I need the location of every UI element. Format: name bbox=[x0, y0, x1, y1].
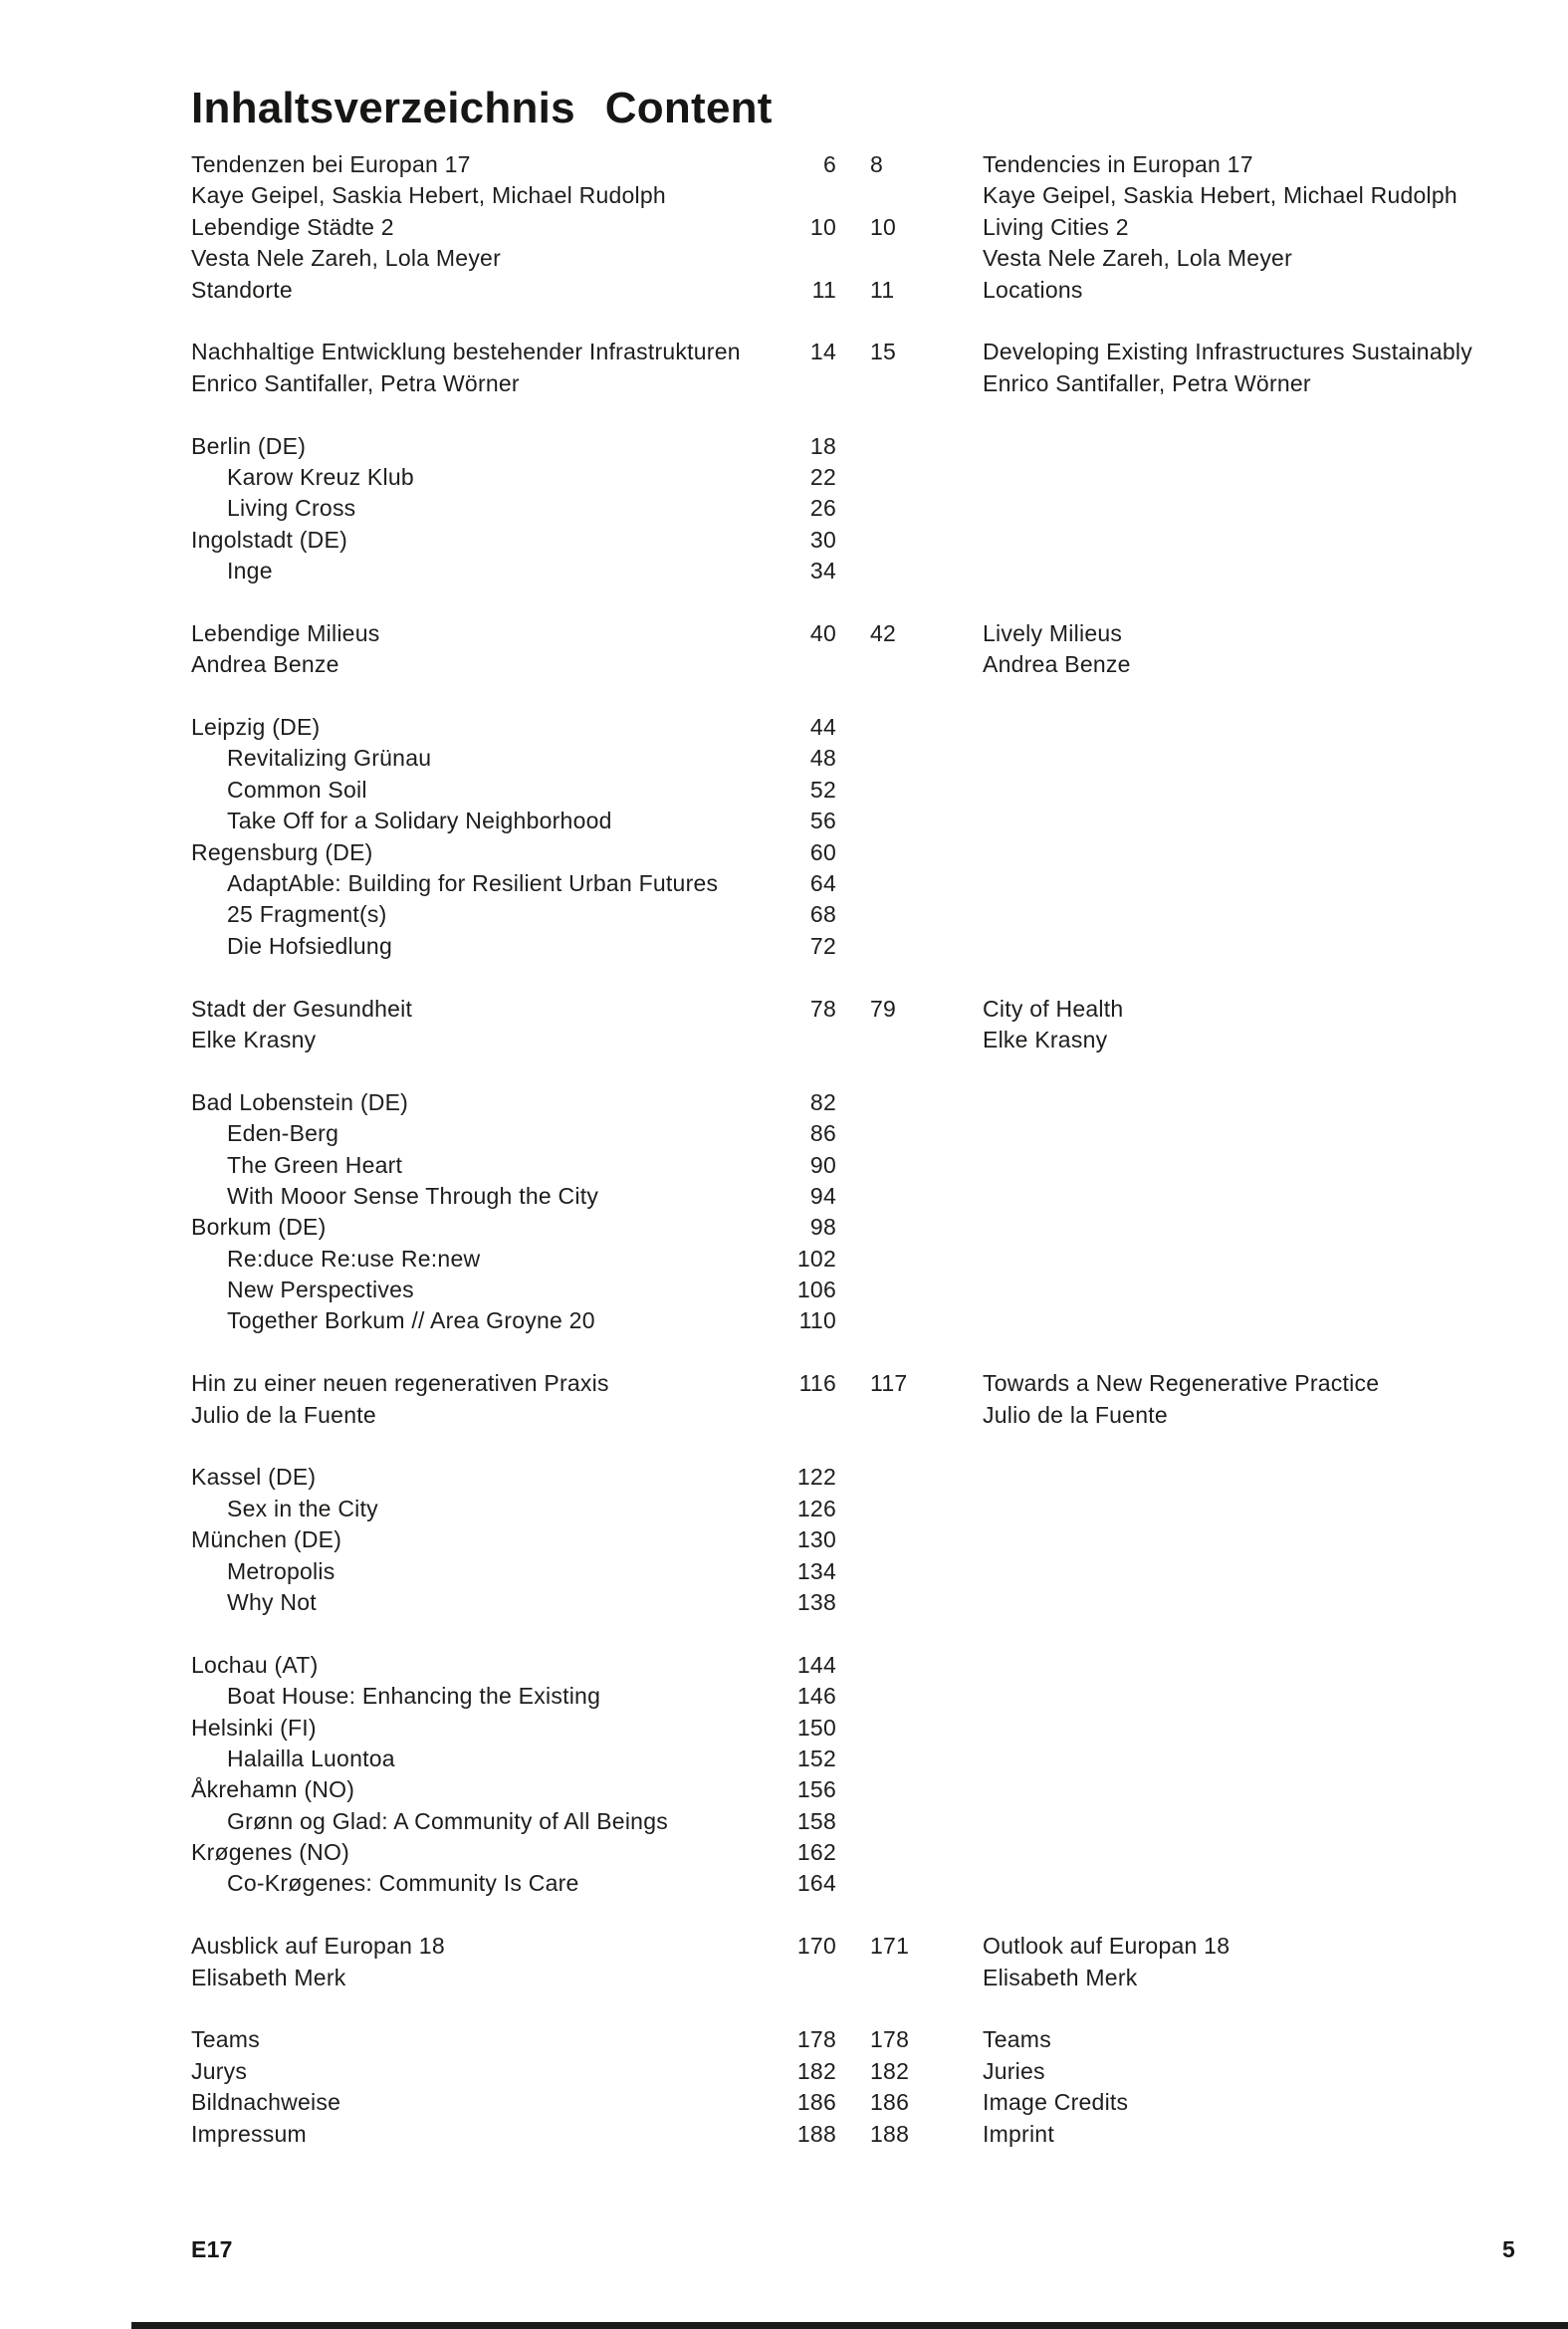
page-number-german: 134 bbox=[796, 1557, 836, 1584]
entry-title-english: Image Credits bbox=[983, 2089, 1129, 2116]
entry-title-german: Vesta Nele Zareh, Lola Meyer bbox=[191, 245, 501, 272]
toc-row bbox=[191, 806, 1515, 836]
entry-title-german: Why Not bbox=[227, 1588, 317, 1615]
page-number-english bbox=[836, 1150, 983, 1181]
page-number-german: 52 bbox=[809, 776, 836, 803]
page-number-english bbox=[836, 712, 983, 743]
page-number-german: 98 bbox=[809, 1214, 836, 1241]
page-number-german: 64 bbox=[809, 869, 836, 896]
entry-title-german: Leipzig (DE) bbox=[191, 714, 321, 741]
toc-row bbox=[191, 1650, 1515, 1681]
entry-title-german: Bildnachweise bbox=[191, 2089, 341, 2116]
toc-row bbox=[191, 1713, 1515, 1744]
page-number-german: 110 bbox=[798, 1307, 836, 1334]
page-number-english bbox=[836, 1774, 983, 1805]
page-number-german: 138 bbox=[796, 1588, 836, 1615]
toc-group-spacer bbox=[191, 1337, 1515, 1368]
toc-row bbox=[191, 775, 1515, 806]
page-number-german: 22 bbox=[809, 463, 836, 490]
page-number-english bbox=[836, 1494, 983, 1524]
toc-row bbox=[191, 243, 1515, 274]
toc-group-spacer bbox=[191, 306, 1515, 337]
page-bottom-edge bbox=[131, 2322, 1568, 2329]
page-number-english bbox=[836, 1806, 983, 1837]
toc-row bbox=[191, 1494, 1515, 1524]
toc-row bbox=[191, 1744, 1515, 1774]
page-number-german: 116 bbox=[798, 1370, 836, 1397]
toc-row bbox=[191, 712, 1515, 743]
toc-group-spacer bbox=[191, 586, 1515, 617]
entry-title-english: Juries bbox=[983, 2057, 1045, 2084]
page-number-german bbox=[788, 1963, 836, 1993]
entry-title-english: Enrico Santifaller, Petra Wörner bbox=[983, 369, 1311, 396]
toc-row bbox=[191, 431, 1515, 462]
entry-title-english bbox=[983, 868, 1515, 899]
page-title-german: Inhaltsverzeichnis bbox=[191, 84, 575, 133]
page-number-english bbox=[836, 743, 983, 774]
entry-title-german: Together Borkum // Area Groyne 20 bbox=[227, 1307, 595, 1334]
page-number-english bbox=[836, 837, 983, 868]
page-number-german: 82 bbox=[809, 1088, 836, 1115]
entry-title-english: Tendencies in Europan 17 bbox=[983, 151, 1253, 177]
entry-title-english bbox=[983, 1212, 1515, 1243]
page-number-english bbox=[836, 1556, 983, 1587]
entry-title-english bbox=[983, 806, 1515, 836]
entry-title-english bbox=[983, 1744, 1515, 1774]
entry-title-german: Eden-Berg bbox=[227, 1120, 339, 1147]
entry-title-german: Stadt der Gesundheit bbox=[191, 995, 413, 1022]
page-number-english bbox=[836, 1181, 983, 1212]
entry-title-english bbox=[983, 1681, 1515, 1712]
entry-title-english bbox=[983, 1524, 1515, 1555]
page-number-german: 30 bbox=[809, 526, 836, 553]
entry-title-german: Boat House: Enhancing the Existing bbox=[227, 1683, 601, 1710]
page-number-english bbox=[836, 1275, 983, 1305]
entry-title-english bbox=[983, 837, 1515, 868]
toc-row bbox=[191, 1368, 1515, 1399]
entry-title-english: Developing Existing Infrastructures Sustainably bbox=[983, 339, 1472, 365]
page-number-german: 90 bbox=[809, 1151, 836, 1178]
entry-title-german: Bad Lobenstein (DE) bbox=[191, 1088, 409, 1115]
page-number-german: 6 bbox=[822, 151, 836, 177]
page-number-english bbox=[836, 556, 983, 586]
toc-row bbox=[191, 2024, 1515, 2055]
entry-title-english: Elke Krasny bbox=[983, 1026, 1108, 1052]
page-number-english: 188 bbox=[870, 2120, 910, 2147]
toc-row bbox=[191, 618, 1515, 649]
toc-row bbox=[191, 556, 1515, 586]
toc-row bbox=[191, 1025, 1515, 1055]
page-number-german: 26 bbox=[809, 495, 836, 522]
entry-title-german: Nachhaltige Entwicklung bestehender Infrastrukturen bbox=[191, 339, 741, 365]
entry-title-german: Lebendige Milieus bbox=[191, 619, 380, 646]
entry-title-english bbox=[983, 1150, 1515, 1181]
entry-title-german: With Mooor Sense Through the City bbox=[227, 1182, 599, 1209]
page-number-english bbox=[836, 1744, 983, 1774]
page-number-english: 15 bbox=[870, 339, 897, 365]
page-number-english bbox=[836, 1713, 983, 1744]
page-number-english bbox=[836, 1087, 983, 1118]
page-number-german: 122 bbox=[796, 1464, 836, 1491]
toc-row bbox=[191, 1181, 1515, 1212]
page-number-german: 158 bbox=[796, 1807, 836, 1834]
entry-title-german: Impressum bbox=[191, 2120, 307, 2147]
page-number-german: 150 bbox=[796, 1714, 836, 1741]
page-number-german: 10 bbox=[809, 213, 836, 240]
page-title bbox=[191, 85, 773, 132]
page-number-german: 14 bbox=[809, 339, 836, 365]
entry-title-english bbox=[983, 712, 1515, 743]
entry-title-german: Borkum (DE) bbox=[191, 1214, 327, 1241]
toc-row bbox=[191, 275, 1515, 306]
page-number-english bbox=[836, 1400, 983, 1431]
page-number-german: 186 bbox=[796, 2089, 836, 2116]
toc-row bbox=[191, 1587, 1515, 1618]
entry-title-german: Metropolis bbox=[227, 1557, 336, 1584]
page-number-german: 86 bbox=[809, 1120, 836, 1147]
toc-row bbox=[191, 837, 1515, 868]
toc-row bbox=[191, 2087, 1515, 2118]
toc-group-spacer bbox=[191, 681, 1515, 712]
entry-title-english bbox=[983, 775, 1515, 806]
page-number-english bbox=[836, 931, 983, 962]
toc-row bbox=[191, 931, 1515, 962]
toc-row bbox=[191, 1150, 1515, 1181]
page-number-german bbox=[788, 649, 836, 680]
entry-title-english bbox=[983, 462, 1515, 493]
entry-title-german: Grønn og Glad: A Community of All Beings bbox=[227, 1807, 668, 1834]
page-number-english: 178 bbox=[870, 2026, 910, 2053]
page-number-german: 40 bbox=[809, 619, 836, 646]
toc-row bbox=[191, 743, 1515, 774]
entry-title-german: Karow Kreuz Klub bbox=[227, 463, 414, 490]
page-number-english bbox=[836, 1305, 983, 1336]
entry-title-german: Kaye Geipel, Saskia Hebert, Michael Rudolph bbox=[191, 182, 666, 209]
entry-title-english bbox=[983, 1244, 1515, 1275]
entry-title-german: Julio de la Fuente bbox=[191, 1401, 376, 1428]
page-number-german: 106 bbox=[796, 1277, 836, 1303]
page-number-german: 126 bbox=[796, 1495, 836, 1521]
entry-title-english bbox=[983, 1837, 1515, 1868]
toc-row bbox=[191, 337, 1515, 367]
page-number-english bbox=[836, 775, 983, 806]
page-number-german: 146 bbox=[796, 1683, 836, 1710]
page-number-german: 182 bbox=[796, 2057, 836, 2084]
entry-title-english bbox=[983, 1587, 1515, 1618]
page-number-german: 188 bbox=[796, 2120, 836, 2147]
entry-title-german: AdaptAble: Building for Resilient Urban Futures bbox=[227, 869, 719, 896]
toc-group-spacer bbox=[191, 1055, 1515, 1086]
toc-group-spacer bbox=[191, 1900, 1515, 1931]
toc-row bbox=[191, 462, 1515, 493]
toc-row bbox=[191, 1087, 1515, 1118]
entry-title-german: Elke Krasny bbox=[191, 1026, 317, 1052]
entry-title-german: Enrico Santifaller, Petra Wörner bbox=[191, 369, 520, 396]
toc-group-spacer bbox=[191, 1431, 1515, 1462]
entry-title-english: Towards a New Regenerative Practice bbox=[983, 1370, 1380, 1397]
entry-title-german: Lochau (AT) bbox=[191, 1651, 319, 1678]
entry-title-german: Take Off for a Solidary Neighborhood bbox=[227, 808, 612, 834]
entry-title-english: Living Cities 2 bbox=[983, 213, 1129, 240]
entry-title-english: Julio de la Fuente bbox=[983, 1401, 1168, 1428]
page-number-english: 186 bbox=[870, 2089, 910, 2116]
entry-title-english bbox=[983, 899, 1515, 930]
entry-title-german: Inge bbox=[227, 558, 273, 584]
page-number-english: 10 bbox=[870, 213, 897, 240]
entry-title-english: Imprint bbox=[983, 2120, 1054, 2147]
page-number-german: 68 bbox=[809, 901, 836, 928]
entry-title-english bbox=[983, 1556, 1515, 1587]
entry-title-english bbox=[983, 493, 1515, 524]
page-number-english bbox=[836, 868, 983, 899]
page-number-english: 11 bbox=[870, 276, 895, 303]
page-number-german: 48 bbox=[809, 745, 836, 772]
toc-row bbox=[191, 2056, 1515, 2087]
page-number-german: 170 bbox=[796, 1933, 836, 1960]
entry-title-english: Outlook auf Europan 18 bbox=[983, 1933, 1231, 1960]
page-number-english bbox=[836, 1587, 983, 1618]
page-number-english: 8 bbox=[870, 151, 884, 177]
entry-title-english bbox=[983, 1806, 1515, 1837]
toc-row bbox=[191, 1931, 1515, 1962]
page-number-english bbox=[836, 1244, 983, 1275]
entry-title-german: Lebendige Städte 2 bbox=[191, 213, 394, 240]
entry-title-german: Sex in the City bbox=[227, 1495, 378, 1521]
page-number-english bbox=[836, 1681, 983, 1712]
entry-title-german: Ausblick auf Europan 18 bbox=[191, 1933, 445, 1960]
entry-title-german: The Green Heart bbox=[227, 1151, 403, 1178]
page-number-english bbox=[836, 1837, 983, 1868]
entry-title-english: Elisabeth Merk bbox=[983, 1964, 1138, 1990]
toc-row bbox=[191, 2119, 1515, 2150]
footer-book-code: E17 bbox=[191, 2236, 233, 2262]
entry-title-german: Andrea Benze bbox=[191, 651, 339, 678]
entry-title-german: Berlin (DE) bbox=[191, 432, 307, 459]
page-number-english bbox=[836, 243, 983, 274]
toc-row bbox=[191, 1400, 1515, 1431]
entry-title-german: Hin zu einer neuen regenerativen Praxis bbox=[191, 1370, 609, 1397]
toc-row bbox=[191, 1681, 1515, 1712]
entry-title-german: Regensburg (DE) bbox=[191, 838, 373, 865]
entry-title-german: Standorte bbox=[191, 276, 293, 303]
entry-title-english bbox=[983, 1650, 1515, 1681]
page-number-german: 78 bbox=[809, 995, 836, 1022]
page-number-english bbox=[836, 1462, 983, 1493]
entry-title-german: Die Hofsiedlung bbox=[227, 932, 392, 959]
page-number-english: 42 bbox=[870, 619, 897, 646]
page-number-german: 152 bbox=[796, 1745, 836, 1771]
page-number-english bbox=[836, 1524, 983, 1555]
page-number-german: 144 bbox=[796, 1651, 836, 1678]
entry-title-english bbox=[983, 1462, 1515, 1493]
toc-row bbox=[191, 1118, 1515, 1149]
entry-title-german: Åkrehamn (NO) bbox=[191, 1776, 355, 1803]
toc-row bbox=[191, 868, 1515, 899]
entry-title-english bbox=[983, 1494, 1515, 1524]
page-number-english bbox=[836, 1963, 983, 1993]
footer-page-number: 5 bbox=[1501, 2236, 1515, 2262]
toc-group-spacer bbox=[191, 1993, 1515, 2024]
entry-title-english: City of Health bbox=[983, 995, 1124, 1022]
page-number-german: 56 bbox=[809, 808, 836, 834]
entry-title-english: Teams bbox=[983, 2026, 1051, 2053]
entry-title-german: Revitalizing Grünau bbox=[227, 745, 432, 772]
entry-title-german: Co-Krøgenes: Community Is Care bbox=[227, 1870, 579, 1897]
entry-title-german: Re:duce Re:use Re:new bbox=[227, 1245, 481, 1272]
page-number-german: 18 bbox=[809, 432, 836, 459]
entry-title-german: Helsinki (FI) bbox=[191, 1714, 317, 1741]
page-number-german: 164 bbox=[796, 1870, 836, 1897]
toc-row bbox=[191, 1212, 1515, 1243]
toc-row bbox=[191, 1462, 1515, 1493]
entry-title-english bbox=[983, 1181, 1515, 1212]
page-number-german: 60 bbox=[809, 838, 836, 865]
page-number-english bbox=[836, 1212, 983, 1243]
page-number-english bbox=[836, 1025, 983, 1055]
page-number-german: 178 bbox=[796, 2026, 836, 2053]
entry-title-english bbox=[983, 1118, 1515, 1149]
entry-title-english bbox=[983, 431, 1515, 462]
entry-title-german: Halailla Luontoa bbox=[227, 1745, 395, 1771]
entry-title-german: Kassel (DE) bbox=[191, 1464, 317, 1491]
page-number-german: 162 bbox=[796, 1839, 836, 1866]
page-number-english: 182 bbox=[870, 2057, 910, 2084]
page-number-german: 130 bbox=[796, 1526, 836, 1553]
page-number-english bbox=[836, 493, 983, 524]
entry-title-english: Lively Milieus bbox=[983, 619, 1123, 646]
page-number-german: 72 bbox=[809, 932, 836, 959]
page-number-german bbox=[788, 180, 836, 211]
page-number-german: 94 bbox=[809, 1182, 836, 1209]
entry-title-english: Andrea Benze bbox=[983, 651, 1131, 678]
toc-row bbox=[191, 1275, 1515, 1305]
entry-title-german: Living Cross bbox=[227, 495, 356, 522]
entry-title-english bbox=[983, 1275, 1515, 1305]
page-number-english bbox=[836, 525, 983, 556]
entry-title-english bbox=[983, 1305, 1515, 1336]
toc-row bbox=[191, 899, 1515, 930]
toc-row bbox=[191, 212, 1515, 243]
page-number-german: 44 bbox=[809, 714, 836, 741]
page-number-english: 171 bbox=[870, 1933, 910, 1960]
page-number-english bbox=[836, 1650, 983, 1681]
toc-row bbox=[191, 1244, 1515, 1275]
page-number-english bbox=[836, 899, 983, 930]
toc-row bbox=[191, 1806, 1515, 1837]
toc-row bbox=[191, 994, 1515, 1025]
page-number-german bbox=[788, 1025, 836, 1055]
entry-title-english: Locations bbox=[983, 276, 1083, 303]
page-number-english: 79 bbox=[870, 995, 897, 1022]
page-number-english bbox=[836, 1118, 983, 1149]
table-of-contents bbox=[191, 149, 1515, 2150]
entry-title-german: Common Soil bbox=[227, 776, 367, 803]
page-title-english: Content bbox=[604, 84, 773, 133]
toc-row bbox=[191, 1868, 1515, 1899]
page-number-german: 11 bbox=[811, 276, 836, 303]
page-number-english bbox=[836, 180, 983, 211]
toc-group-spacer bbox=[191, 399, 1515, 430]
page-number-english bbox=[836, 1868, 983, 1899]
toc-row bbox=[191, 649, 1515, 680]
toc-row bbox=[191, 1556, 1515, 1587]
toc-row bbox=[191, 1305, 1515, 1336]
entry-title-english bbox=[983, 556, 1515, 586]
page-number-english: 117 bbox=[870, 1370, 908, 1397]
toc-row bbox=[191, 1524, 1515, 1555]
entry-title-german: New Perspectives bbox=[227, 1277, 414, 1303]
entry-title-german: Teams bbox=[191, 2026, 260, 2053]
entry-title-german: 25 Fragment(s) bbox=[227, 901, 387, 928]
entry-title-english bbox=[983, 1713, 1515, 1744]
toc-row bbox=[191, 525, 1515, 556]
toc-row bbox=[191, 1963, 1515, 1993]
entry-title-english bbox=[983, 1087, 1515, 1118]
page-number-german: 102 bbox=[796, 1245, 836, 1272]
toc-row bbox=[191, 368, 1515, 399]
entry-title-english bbox=[983, 1868, 1515, 1899]
page-number-german: 34 bbox=[809, 558, 836, 584]
entry-title-english: Vesta Nele Zareh, Lola Meyer bbox=[983, 245, 1292, 272]
entry-title-german: Jurys bbox=[191, 2057, 248, 2084]
page-number-german bbox=[788, 368, 836, 399]
entry-title-english bbox=[983, 1774, 1515, 1805]
toc-group-spacer bbox=[191, 962, 1515, 993]
entry-title-english: Kaye Geipel, Saskia Hebert, Michael Rudolph bbox=[983, 182, 1457, 209]
entry-title-english bbox=[983, 743, 1515, 774]
entry-title-german: Tendenzen bei Europan 17 bbox=[191, 151, 471, 177]
page-number-german bbox=[788, 243, 836, 274]
toc-row bbox=[191, 180, 1515, 211]
page-number-english bbox=[836, 462, 983, 493]
entry-title-german: Krøgenes (NO) bbox=[191, 1839, 350, 1866]
toc-row bbox=[191, 149, 1515, 180]
page-number-english bbox=[836, 649, 983, 680]
page-number-english bbox=[836, 368, 983, 399]
page-number-german: 156 bbox=[796, 1776, 836, 1803]
page-number-english bbox=[836, 431, 983, 462]
toc-row bbox=[191, 1774, 1515, 1805]
entry-title-english bbox=[983, 931, 1515, 962]
entry-title-german: München (DE) bbox=[191, 1526, 342, 1553]
toc-row bbox=[191, 1837, 1515, 1868]
page-number-german bbox=[788, 1400, 836, 1431]
toc-row bbox=[191, 493, 1515, 524]
entry-title-german: Ingolstadt (DE) bbox=[191, 526, 347, 553]
entry-title-german: Elisabeth Merk bbox=[191, 1964, 346, 1990]
toc-group-spacer bbox=[191, 1618, 1515, 1649]
page-number-english bbox=[836, 806, 983, 836]
entry-title-english bbox=[983, 525, 1515, 556]
page-footer bbox=[191, 2236, 1515, 2263]
